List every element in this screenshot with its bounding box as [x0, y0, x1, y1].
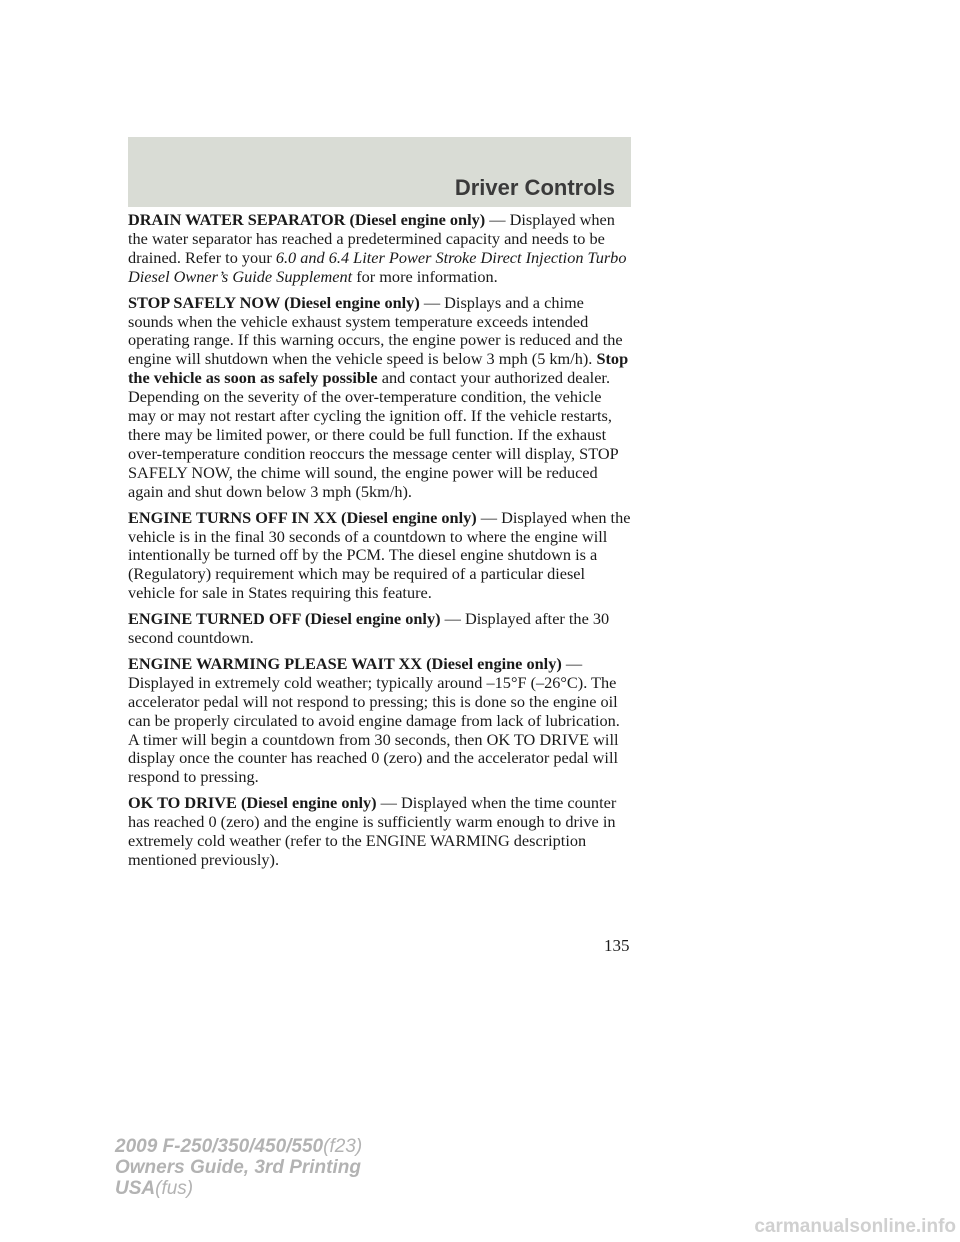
message-term: STOP SAFELY NOW (Diesel engine only)	[128, 292, 420, 312]
paragraph-engine-turned-off	[128, 610, 632, 648]
section-header-band	[128, 137, 631, 207]
message-term: ENGINE TURNS OFF IN XX (Diesel engine only)	[128, 507, 477, 527]
footer-market: USA	[115, 1178, 156, 1199]
paragraph-text: for more information.	[352, 266, 498, 286]
page-content	[128, 211, 632, 877]
paragraph-text: and contact your authorized dealer. Depending on the severity of the over-temperature condition, the vehicle may or may not restart after cycling the ignition off. If the vehicle restarts, there may be limited power, or there could be full function. If the exhaust over-temperature condition reoccurs the message center will display, STOP SAFELY NOW, the chime will sound, the engine power will be reduced again and shut down below 3 mph (5km/h).	[128, 368, 619, 501]
document-footer	[115, 1136, 362, 1199]
message-term: ENGINE WARMING PLEASE WAIT XX (Diesel engine only)	[128, 653, 562, 673]
paragraph-text: — Displayed in extremely cold weather; typically around –15°F (–26°C). The accelerator pedal will not respond to pressing; this is done so the engine oil can be properly circulated to avoid engine damage from lack of lubrication. A timer will begin a countdown from 30 seconds, then OK TO DRIVE will display once the counter has reached 0 (zero) and the accelerator pedal will respond to pressing.	[128, 653, 620, 787]
paragraph-text: — Displayed when the water separator has reached a predetermined capacity and needs to be drained. Refer to your	[128, 210, 615, 267]
paragraph-stop-safely-now	[128, 294, 632, 502]
message-term: DRAIN WATER SEPARATOR (Diesel engine only)	[128, 210, 486, 229]
footer-market-code: (fus)	[155, 1178, 194, 1199]
site-watermark: carmanualsonline.info	[754, 1216, 956, 1237]
footer-model: 2009 F-250/350/450/550	[115, 1136, 324, 1157]
warning-emphasis: Stop the vehicle as soon as safely possible	[128, 349, 629, 388]
paragraph-text: — Displays and a chime sounds when the vehicle exhaust system temperature exceeds intended operating range. If this warning occurs, the engine power is reduced and the engine will shutdown when the vehicle speed is below 3 mph (5 km/h).	[128, 292, 623, 369]
paragraph-drain-water-separator	[128, 211, 632, 287]
footer-line-model	[115, 1136, 362, 1157]
paragraph-text: — Displayed when the vehicle is in the final 30 seconds of a countdown to where the engine will intentionally be turned off by the PCM. The diesel engine shutdown is a (Regulatory) requirement which may be required of a particular diesel vehicle for sale in States requiring this feature.	[128, 507, 631, 603]
footer-line-market	[115, 1178, 362, 1199]
paragraph-ok-to-drive	[128, 794, 632, 870]
message-term: OK TO DRIVE (Diesel engine only)	[128, 793, 377, 813]
footer-model-code: (f23)	[323, 1136, 363, 1157]
paragraph-text: — Displayed when the time counter has reached 0 (zero) and the engine is sufficiently warm enough to drive in extremely cold weather (refer to the ENGINE WARMING description mentioned previously).	[128, 793, 617, 869]
paragraph-text: — Displayed after the 30 second countdown.	[128, 609, 610, 648]
supplement-reference: 6.0 and 6.4 Liter Power Stroke Direct Injection Turbo Diesel Owner’s Guide Supplement	[128, 247, 627, 286]
page-number: 135	[604, 936, 630, 955]
section-title: Driver Controls	[454, 175, 615, 200]
message-term: ENGINE TURNED OFF (Diesel engine only)	[128, 609, 441, 629]
paragraph-engine-warming	[128, 655, 632, 787]
paragraph-engine-turns-off	[128, 509, 632, 604]
footer-line-edition: Owners Guide, 3rd Printing	[115, 1157, 361, 1178]
